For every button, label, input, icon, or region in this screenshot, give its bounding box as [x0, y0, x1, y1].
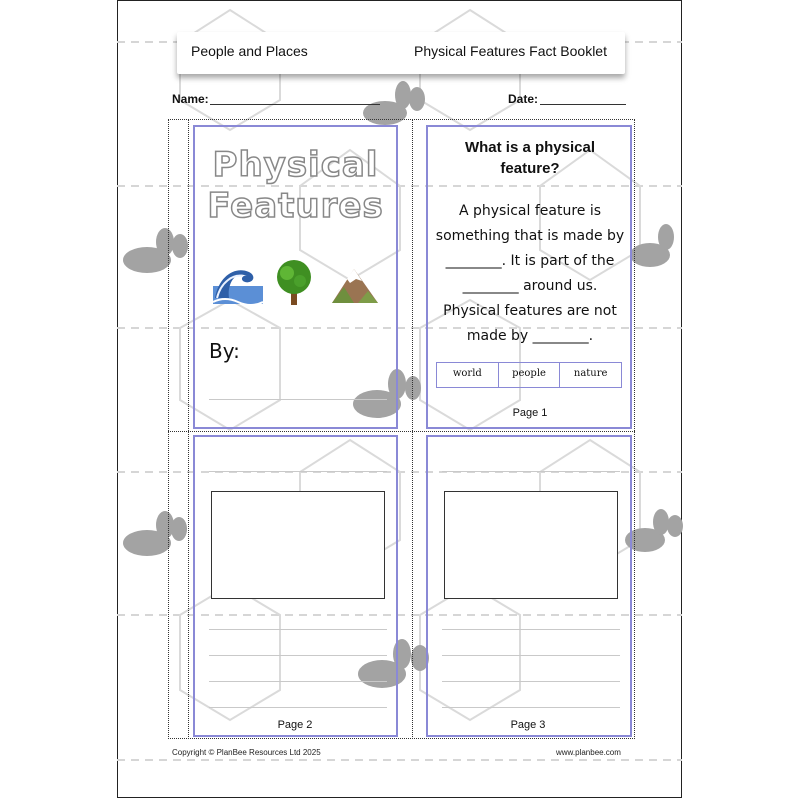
page3-number: Page 3 [510, 719, 546, 731]
page1-body-line: Physical features are not [443, 303, 617, 319]
mountain-icon [330, 265, 380, 305]
date-label: Date: [508, 92, 539, 106]
page1-title: What is a physical feature? [464, 139, 596, 177]
cover-title-line1: Physical [212, 145, 379, 185]
page1-panel [426, 125, 632, 429]
topic-title: People and Places [191, 43, 308, 59]
author-line[interactable] [209, 399, 387, 400]
page1-body [430, 199, 630, 349]
word-bank-item-people: people [499, 363, 561, 387]
cover-panel [193, 125, 398, 429]
page3-panel [426, 435, 632, 737]
website-link[interactable]: www.planbee.com [556, 748, 621, 757]
name-label: Name: [172, 92, 209, 106]
write-line[interactable] [442, 707, 620, 708]
write-line[interactable] [442, 471, 620, 472]
word-bank [436, 362, 622, 388]
cover-title-line2: Features [207, 185, 384, 226]
write-line[interactable] [209, 707, 387, 708]
write-line[interactable] [209, 629, 387, 630]
date-field[interactable] [540, 104, 626, 105]
page1-body-line: ________. It is part of the [445, 253, 615, 269]
booklet-title: Physical Features Fact Booklet [414, 43, 607, 59]
write-line[interactable] [442, 655, 620, 656]
page1-number: Page 1 [512, 407, 548, 419]
write-line[interactable] [442, 629, 620, 630]
write-line[interactable] [209, 655, 387, 656]
cover-title [195, 145, 396, 227]
page1-body-line: made by ________. [466, 328, 594, 344]
page3-picture-box[interactable] [444, 491, 618, 599]
fold-line-middle [168, 431, 635, 432]
page2-panel [193, 435, 398, 737]
page2-picture-box[interactable] [211, 491, 385, 599]
page1-body-line: something that is made by [435, 228, 625, 244]
write-line[interactable] [209, 471, 387, 472]
page1-body-line: ________ around us. [462, 278, 598, 294]
word-bank-item-world: world [437, 363, 499, 387]
tree-icon [273, 259, 315, 307]
name-field[interactable] [210, 104, 380, 105]
fold-line-center [412, 119, 413, 739]
fold-line-left [188, 119, 189, 739]
page1-body-line: A physical feature is [458, 203, 602, 219]
write-line[interactable] [209, 681, 387, 682]
wave-icon [213, 262, 263, 304]
copyright-text: Copyright © PlanBee Resources Ltd 2025 [172, 748, 321, 757]
write-line[interactable] [442, 681, 620, 682]
header-banner [177, 32, 625, 74]
word-bank-item-nature: nature [573, 368, 608, 379]
page2-number: Page 2 [277, 719, 313, 731]
author-label: By: [209, 339, 240, 363]
